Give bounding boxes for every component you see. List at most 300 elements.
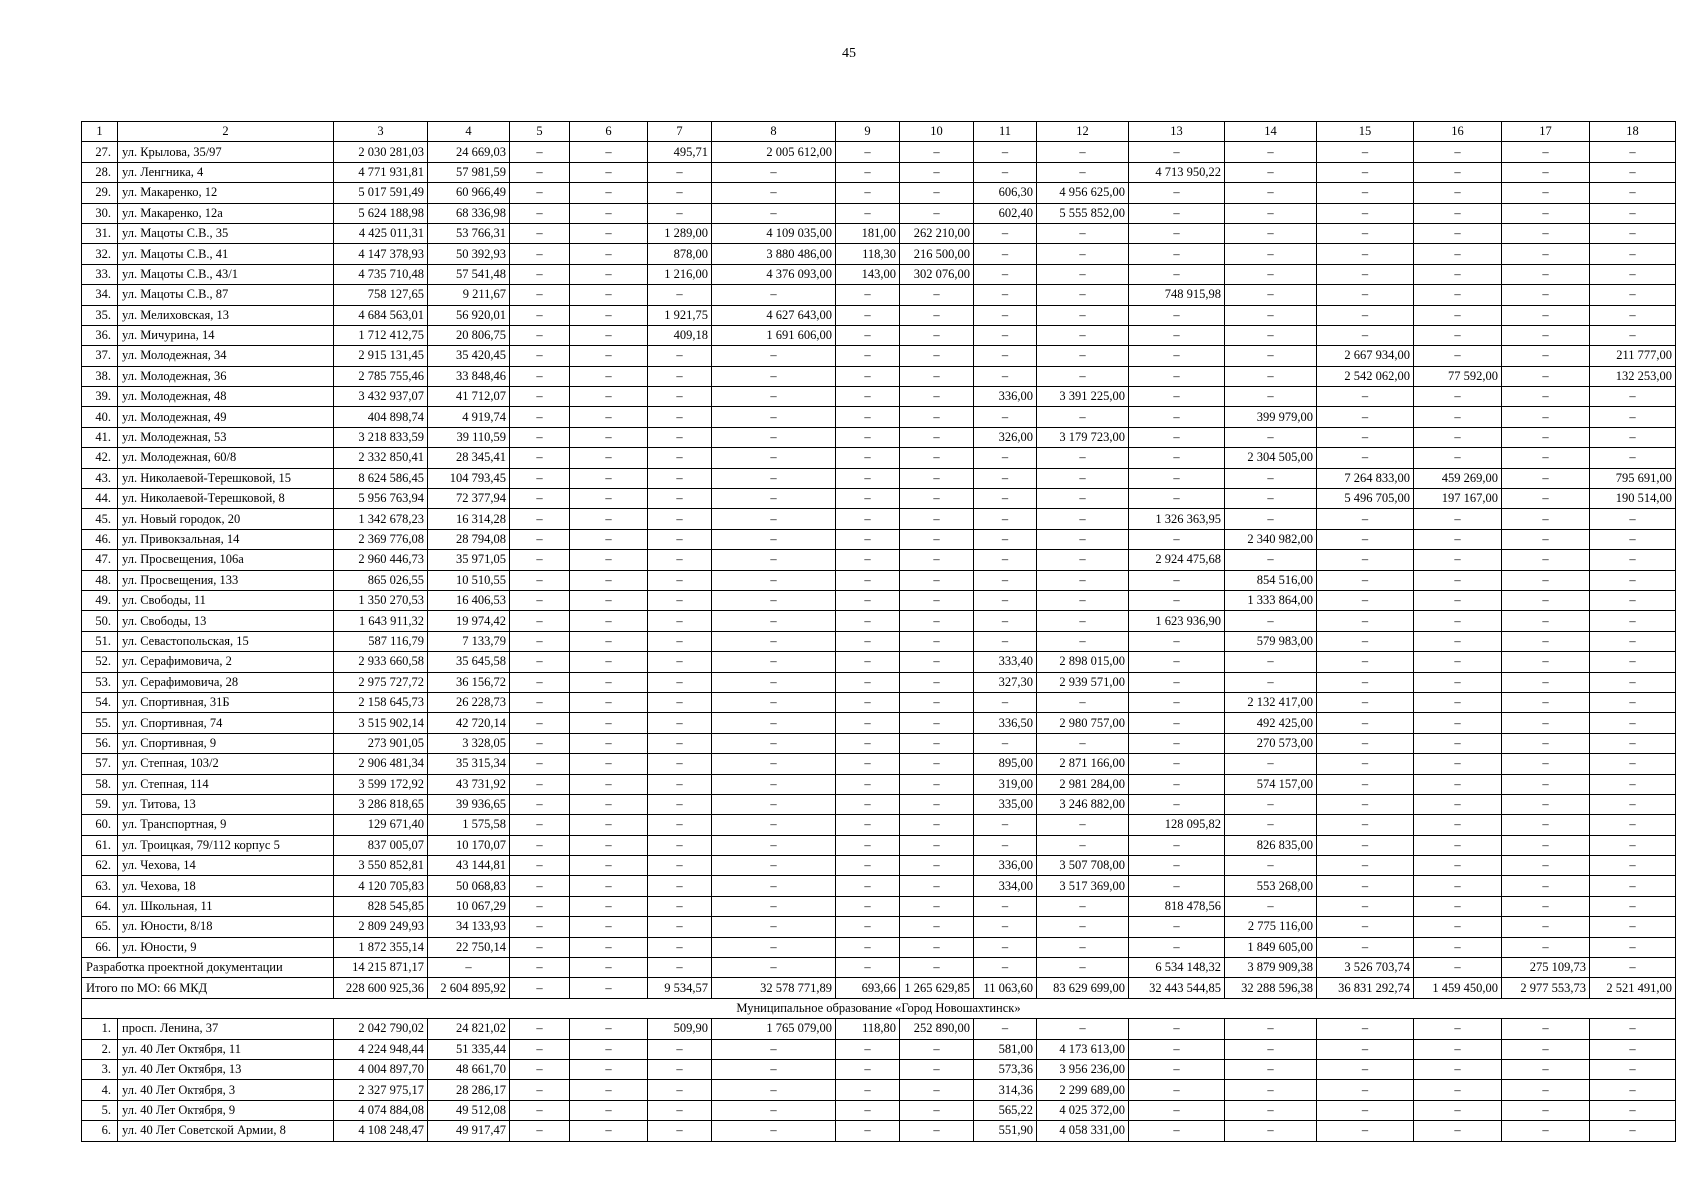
table-cell: 327,30 bbox=[974, 672, 1037, 692]
table-cell: 7 264 833,00 bbox=[1317, 468, 1414, 488]
table-cell: – bbox=[836, 448, 900, 468]
table-cell: – bbox=[510, 876, 570, 896]
table-cell: – bbox=[1590, 774, 1676, 794]
table-cell: – bbox=[1037, 366, 1129, 386]
table-cell: 795 691,00 bbox=[1590, 468, 1676, 488]
table-cell: – bbox=[836, 1121, 900, 1141]
table-cell: – bbox=[1590, 550, 1676, 570]
table-cell: 18 bbox=[1590, 122, 1676, 142]
table-cell: – bbox=[1129, 1080, 1225, 1100]
table-cell: – bbox=[900, 652, 974, 672]
table-cell: 17 bbox=[1502, 122, 1590, 142]
table-cell: ул. Просвещения, 133 bbox=[118, 570, 334, 590]
table-row bbox=[82, 590, 1676, 610]
table-cell: – bbox=[712, 285, 836, 305]
table-cell: – bbox=[900, 325, 974, 345]
table-cell: – bbox=[900, 835, 974, 855]
table-cell: 865 026,55 bbox=[334, 570, 428, 590]
table-cell: – bbox=[712, 366, 836, 386]
table-cell: – bbox=[1590, 692, 1676, 712]
table-cell: – bbox=[974, 733, 1037, 753]
table-cell: 41 712,07 bbox=[428, 387, 510, 407]
table-cell: – bbox=[1502, 1121, 1590, 1141]
table-cell: – bbox=[1129, 754, 1225, 774]
table-cell: ул. Юности, 9 bbox=[118, 937, 334, 957]
table-cell: – bbox=[712, 1039, 836, 1059]
table-cell: ул. Чехова, 14 bbox=[118, 856, 334, 876]
table-cell: – bbox=[1590, 529, 1676, 549]
table-cell: – bbox=[974, 1019, 1037, 1039]
table-cell: 4 108 248,47 bbox=[334, 1121, 428, 1141]
table-cell: – bbox=[1502, 835, 1590, 855]
table-cell: 129 671,40 bbox=[334, 815, 428, 835]
table-cell: – bbox=[570, 631, 648, 651]
table-cell: – bbox=[1590, 631, 1676, 651]
table-cell: – bbox=[1037, 590, 1129, 610]
table-cell: 2 981 284,00 bbox=[1037, 774, 1129, 794]
table-cell: – bbox=[648, 489, 712, 509]
table-cell: – bbox=[1590, 305, 1676, 325]
table-cell: – bbox=[1590, 162, 1676, 182]
table-cell: – bbox=[974, 590, 1037, 610]
table-row bbox=[82, 917, 1676, 937]
table-cell: – bbox=[900, 794, 974, 814]
table-cell: – bbox=[1502, 1080, 1590, 1100]
table-cell: – bbox=[510, 468, 570, 488]
table-cell: 64. bbox=[82, 896, 118, 916]
table-cell: 1 575,58 bbox=[428, 815, 510, 835]
table-cell: – bbox=[1590, 815, 1676, 835]
table-cell: – bbox=[974, 366, 1037, 386]
table-cell: ул. Макаренко, 12а bbox=[118, 203, 334, 223]
table-cell: – bbox=[974, 896, 1037, 916]
table-cell: – bbox=[510, 550, 570, 570]
table-cell: 6 bbox=[570, 122, 648, 142]
table-cell: – bbox=[1129, 631, 1225, 651]
table-cell: – bbox=[900, 754, 974, 774]
table-cell: 2 332 850,41 bbox=[334, 448, 428, 468]
data-table-wrapper bbox=[81, 121, 1676, 1142]
table-cell: – bbox=[1317, 183, 1414, 203]
table-cell: – bbox=[1414, 162, 1502, 182]
table-cell: – bbox=[1414, 448, 1502, 468]
table-cell: – bbox=[1317, 794, 1414, 814]
section-row bbox=[82, 998, 1676, 1018]
table-cell: – bbox=[1225, 896, 1317, 916]
table-cell: – bbox=[1414, 733, 1502, 753]
table-cell: – bbox=[570, 896, 648, 916]
table-cell: 1 872 355,14 bbox=[334, 937, 428, 957]
table-row bbox=[82, 692, 1676, 712]
table-cell: 16 406,53 bbox=[428, 590, 510, 610]
table-cell: – bbox=[1317, 815, 1414, 835]
table-cell: – bbox=[1590, 1059, 1676, 1079]
table-cell: 1 326 363,95 bbox=[1129, 509, 1225, 529]
table-cell: – bbox=[648, 162, 712, 182]
table-cell: – bbox=[712, 652, 836, 672]
table-cell: – bbox=[1414, 631, 1502, 651]
table-cell: – bbox=[1225, 162, 1317, 182]
table-cell: ул. Свободы, 11 bbox=[118, 590, 334, 610]
table-cell: 12 bbox=[1037, 122, 1129, 142]
table-cell: ул. 40 Лет Советской Армии, 8 bbox=[118, 1121, 334, 1141]
table-cell: – bbox=[570, 1019, 648, 1039]
table-cell: – bbox=[1037, 325, 1129, 345]
table-cell: 24 669,03 bbox=[428, 142, 510, 162]
table-cell: 57 981,59 bbox=[428, 162, 510, 182]
table-cell: – bbox=[900, 142, 974, 162]
table-cell: ул. Молодежная, 34 bbox=[118, 346, 334, 366]
table-cell: 553 268,00 bbox=[1225, 876, 1317, 896]
table-row bbox=[82, 631, 1676, 651]
table-cell: 56 920,01 bbox=[428, 305, 510, 325]
table-cell: 52. bbox=[82, 652, 118, 672]
table-cell: – bbox=[1502, 285, 1590, 305]
table-cell: – bbox=[1590, 896, 1676, 916]
table-cell: 32 578 771,89 bbox=[712, 978, 836, 998]
table-cell: – bbox=[1129, 652, 1225, 672]
table-cell: – bbox=[1037, 1019, 1129, 1039]
table-cell: – bbox=[974, 305, 1037, 325]
table-cell: 270 573,00 bbox=[1225, 733, 1317, 753]
table-cell: 2 785 755,46 bbox=[334, 366, 428, 386]
table-cell: – bbox=[510, 794, 570, 814]
table-cell: – bbox=[712, 529, 836, 549]
table-cell: 13 bbox=[1129, 122, 1225, 142]
table-cell: 16 bbox=[1414, 122, 1502, 142]
table-cell: 1 623 936,90 bbox=[1129, 611, 1225, 631]
table-cell: – bbox=[974, 937, 1037, 957]
table-cell: – bbox=[1129, 672, 1225, 692]
table-cell: – bbox=[1129, 448, 1225, 468]
table-cell: – bbox=[974, 285, 1037, 305]
table-cell: 3 515 902,14 bbox=[334, 713, 428, 733]
table-cell: 4 bbox=[428, 122, 510, 142]
table-cell: – bbox=[712, 733, 836, 753]
table-cell: – bbox=[1129, 1019, 1225, 1039]
table-cell: – bbox=[974, 448, 1037, 468]
table-cell: 28. bbox=[82, 162, 118, 182]
table-cell: – bbox=[1502, 366, 1590, 386]
table-cell: – bbox=[1317, 692, 1414, 712]
table-cell: ул. Мацоты С.В., 87 bbox=[118, 285, 334, 305]
table-cell: 3 246 882,00 bbox=[1037, 794, 1129, 814]
table-cell: 190 514,00 bbox=[1590, 489, 1676, 509]
table-cell: 748 915,98 bbox=[1129, 285, 1225, 305]
table-cell: – bbox=[1590, 794, 1676, 814]
table-cell: – bbox=[648, 366, 712, 386]
table-cell: 33. bbox=[82, 264, 118, 284]
table-cell: 35 971,05 bbox=[428, 550, 510, 570]
table-cell: ул. Спортивная, 31Б bbox=[118, 692, 334, 712]
table-cell: 56. bbox=[82, 733, 118, 753]
table-cell: – bbox=[836, 570, 900, 590]
table-cell: 32. bbox=[82, 244, 118, 264]
table-cell: – bbox=[1502, 652, 1590, 672]
table-cell: – bbox=[712, 1059, 836, 1079]
table-cell: 44. bbox=[82, 489, 118, 509]
table-cell: – bbox=[1414, 203, 1502, 223]
table-cell: – bbox=[900, 346, 974, 366]
table-cell: – bbox=[900, 1039, 974, 1059]
table-cell: – bbox=[712, 835, 836, 855]
table-cell: – bbox=[1590, 876, 1676, 896]
table-cell: – bbox=[1590, 1100, 1676, 1120]
table-cell: ул. Свободы, 13 bbox=[118, 611, 334, 631]
table-cell: – bbox=[1037, 937, 1129, 957]
table-cell: – bbox=[570, 652, 648, 672]
table-cell: – bbox=[1414, 611, 1502, 631]
table-cell: – bbox=[1590, 856, 1676, 876]
table-cell: 51. bbox=[82, 631, 118, 651]
table-cell: 10 170,07 bbox=[428, 835, 510, 855]
table-cell: – bbox=[974, 325, 1037, 345]
table-cell: – bbox=[1502, 896, 1590, 916]
table-row bbox=[82, 489, 1676, 509]
table-cell: – bbox=[1037, 611, 1129, 631]
table-cell: – bbox=[836, 672, 900, 692]
table-cell: – bbox=[1037, 305, 1129, 325]
table-cell: ул. Чехова, 18 bbox=[118, 876, 334, 896]
table-cell: – bbox=[1502, 774, 1590, 794]
table-cell: – bbox=[1129, 937, 1225, 957]
table-cell: – bbox=[1317, 774, 1414, 794]
table-cell: – bbox=[1590, 590, 1676, 610]
table-cell: – bbox=[1037, 529, 1129, 549]
table-cell: 1 216,00 bbox=[648, 264, 712, 284]
table-cell: 837 005,07 bbox=[334, 835, 428, 855]
table-cell: – bbox=[974, 244, 1037, 264]
table-cell: – bbox=[1502, 1100, 1590, 1120]
table-cell: 2 030 281,03 bbox=[334, 142, 428, 162]
table-cell: – bbox=[1502, 223, 1590, 243]
table-cell: – bbox=[836, 774, 900, 794]
table-cell: – bbox=[510, 489, 570, 509]
table-cell: – bbox=[510, 264, 570, 284]
table-cell: – bbox=[510, 835, 570, 855]
table-row bbox=[82, 203, 1676, 223]
table-cell: 1 921,75 bbox=[648, 305, 712, 325]
table-cell: 132 253,00 bbox=[1590, 366, 1676, 386]
table-cell: 15 bbox=[1317, 122, 1414, 142]
table-cell: – bbox=[510, 917, 570, 937]
table-cell: 60. bbox=[82, 815, 118, 835]
table-cell: 36. bbox=[82, 325, 118, 345]
table-row bbox=[82, 652, 1676, 672]
table-cell: – bbox=[1502, 754, 1590, 774]
table-cell: – bbox=[1225, 183, 1317, 203]
table-cell: – bbox=[648, 550, 712, 570]
table-cell: 9 534,57 bbox=[648, 978, 712, 998]
table-cell: – bbox=[1502, 794, 1590, 814]
table-cell: – bbox=[1502, 448, 1590, 468]
table-cell: – bbox=[648, 509, 712, 529]
table-cell: – bbox=[1414, 896, 1502, 916]
table-cell: 16 314,28 bbox=[428, 509, 510, 529]
table-cell: 54. bbox=[82, 692, 118, 712]
table-cell: 4 713 950,22 bbox=[1129, 162, 1225, 182]
table-cell: – bbox=[1129, 733, 1225, 753]
table-cell: 2 042 790,02 bbox=[334, 1019, 428, 1039]
table-cell: – bbox=[900, 183, 974, 203]
table-cell: – bbox=[712, 162, 836, 182]
table-cell: – bbox=[900, 489, 974, 509]
table-cell: 252 890,00 bbox=[900, 1019, 974, 1039]
table-cell: – bbox=[974, 917, 1037, 937]
table-cell: – bbox=[1317, 223, 1414, 243]
table-cell: – bbox=[1590, 264, 1676, 284]
table-cell: 9 211,67 bbox=[428, 285, 510, 305]
table-cell: 2 775 116,00 bbox=[1225, 917, 1317, 937]
table-cell: – bbox=[1414, 1039, 1502, 1059]
table-cell: – bbox=[900, 611, 974, 631]
table-cell: 2 542 062,00 bbox=[1317, 366, 1414, 386]
table-cell: – bbox=[1317, 896, 1414, 916]
table-cell: 3 286 818,65 bbox=[334, 794, 428, 814]
table-cell: – bbox=[1590, 427, 1676, 447]
table-row bbox=[82, 142, 1676, 162]
table-cell: – bbox=[570, 183, 648, 203]
table-cell: 2 005 612,00 bbox=[712, 142, 836, 162]
table-cell: – bbox=[648, 631, 712, 651]
table-cell: 11 063,60 bbox=[974, 978, 1037, 998]
table-cell: – bbox=[900, 876, 974, 896]
table-cell: – bbox=[1225, 1039, 1317, 1059]
table-cell: – bbox=[1502, 590, 1590, 610]
table-cell: 4 425 011,31 bbox=[334, 223, 428, 243]
table-cell: – bbox=[974, 692, 1037, 712]
table-cell: – bbox=[974, 468, 1037, 488]
table-cell: 302 076,00 bbox=[900, 264, 974, 284]
table-cell: – bbox=[648, 835, 712, 855]
table-cell: 43. bbox=[82, 468, 118, 488]
table-cell: 4 109 035,00 bbox=[712, 223, 836, 243]
table-cell: – bbox=[1129, 876, 1225, 896]
table-cell: – bbox=[510, 244, 570, 264]
table-cell: 404 898,74 bbox=[334, 407, 428, 427]
table-cell: – bbox=[1502, 305, 1590, 325]
table-cell: – bbox=[648, 529, 712, 549]
table-cell: 2 bbox=[118, 122, 334, 142]
table-cell: – bbox=[900, 692, 974, 712]
table-cell: 3 218 833,59 bbox=[334, 427, 428, 447]
table-cell: 41. bbox=[82, 427, 118, 447]
table-cell: – bbox=[570, 917, 648, 937]
table-cell: 57. bbox=[82, 754, 118, 774]
table-cell: – bbox=[570, 590, 648, 610]
table-cell: – bbox=[570, 672, 648, 692]
table-cell: – bbox=[1317, 244, 1414, 264]
table-cell: – bbox=[1317, 203, 1414, 223]
table-cell: – bbox=[712, 672, 836, 692]
table-cell: 33 848,46 bbox=[428, 366, 510, 386]
table-cell: 48 661,70 bbox=[428, 1059, 510, 1079]
table-cell: – bbox=[1129, 856, 1225, 876]
table-cell: – bbox=[1225, 550, 1317, 570]
table-cell: – bbox=[836, 285, 900, 305]
table-cell: – bbox=[648, 713, 712, 733]
table-cell: 1 bbox=[82, 122, 118, 142]
table-cell: 2 667 934,00 bbox=[1317, 346, 1414, 366]
table-cell: – bbox=[836, 203, 900, 223]
table-cell: 336,50 bbox=[974, 713, 1037, 733]
table-cell: – bbox=[570, 876, 648, 896]
table-cell: 77 592,00 bbox=[1414, 366, 1502, 386]
table-cell: – bbox=[1414, 325, 1502, 345]
table-cell: – bbox=[836, 835, 900, 855]
table-cell: ул. Мелиховская, 13 bbox=[118, 305, 334, 325]
table-cell: – bbox=[570, 468, 648, 488]
table-cell: – bbox=[1225, 856, 1317, 876]
table-cell: – bbox=[1414, 917, 1502, 937]
table-row bbox=[82, 183, 1676, 203]
table-cell: 273 901,05 bbox=[334, 733, 428, 753]
table-cell: – bbox=[1317, 937, 1414, 957]
table-cell: 1 289,00 bbox=[648, 223, 712, 243]
table-cell: – bbox=[510, 570, 570, 590]
table-cell: – bbox=[648, 856, 712, 876]
table-cell: – bbox=[648, 285, 712, 305]
table-row bbox=[82, 672, 1676, 692]
table-cell: – bbox=[1037, 285, 1129, 305]
table-cell: 5 956 763,94 bbox=[334, 489, 428, 509]
table-cell: 5 017 591,49 bbox=[334, 183, 428, 203]
table-cell: 197 167,00 bbox=[1414, 489, 1502, 509]
table-cell: – bbox=[1317, 387, 1414, 407]
table-cell: 72 377,94 bbox=[428, 489, 510, 509]
table-cell: – bbox=[1037, 264, 1129, 284]
table-row bbox=[82, 876, 1676, 896]
table-cell: – bbox=[1129, 1039, 1225, 1059]
table-cell: 828 545,85 bbox=[334, 896, 428, 916]
table-cell: – bbox=[974, 815, 1037, 835]
table-cell: 314,36 bbox=[974, 1080, 1037, 1100]
table-cell: 1 765 079,00 bbox=[712, 1019, 836, 1039]
table-cell: – bbox=[1502, 937, 1590, 957]
table-cell: ул. Молодежная, 60/8 bbox=[118, 448, 334, 468]
table-cell: – bbox=[712, 876, 836, 896]
table-cell: – bbox=[974, 142, 1037, 162]
table-cell: 19 974,42 bbox=[428, 611, 510, 631]
table-cell: – bbox=[510, 1019, 570, 1039]
table-cell: – bbox=[1317, 1059, 1414, 1079]
table-cell: – bbox=[570, 754, 648, 774]
table-row bbox=[82, 448, 1676, 468]
table-cell: 3 507 708,00 bbox=[1037, 856, 1129, 876]
table-cell: 492 425,00 bbox=[1225, 713, 1317, 733]
table-cell: – bbox=[712, 815, 836, 835]
table-cell: – bbox=[648, 896, 712, 916]
table-cell: – bbox=[1317, 1039, 1414, 1059]
table-cell: – bbox=[712, 937, 836, 957]
table-cell: 118,80 bbox=[836, 1019, 900, 1039]
table-cell: – bbox=[1129, 917, 1225, 937]
table-cell: – bbox=[570, 529, 648, 549]
table-cell: 5 555 852,00 bbox=[1037, 203, 1129, 223]
table-cell: – bbox=[1414, 509, 1502, 529]
table-cell: – bbox=[510, 346, 570, 366]
table-cell: – bbox=[510, 652, 570, 672]
table-cell: – bbox=[510, 387, 570, 407]
table-cell: – bbox=[1414, 264, 1502, 284]
table-cell: 104 793,45 bbox=[428, 468, 510, 488]
table-cell: – bbox=[712, 856, 836, 876]
table-cell: – bbox=[1037, 142, 1129, 162]
table-cell: – bbox=[1317, 590, 1414, 610]
table-cell: 326,00 bbox=[974, 427, 1037, 447]
table-cell: – bbox=[1129, 590, 1225, 610]
table-cell: – bbox=[510, 162, 570, 182]
